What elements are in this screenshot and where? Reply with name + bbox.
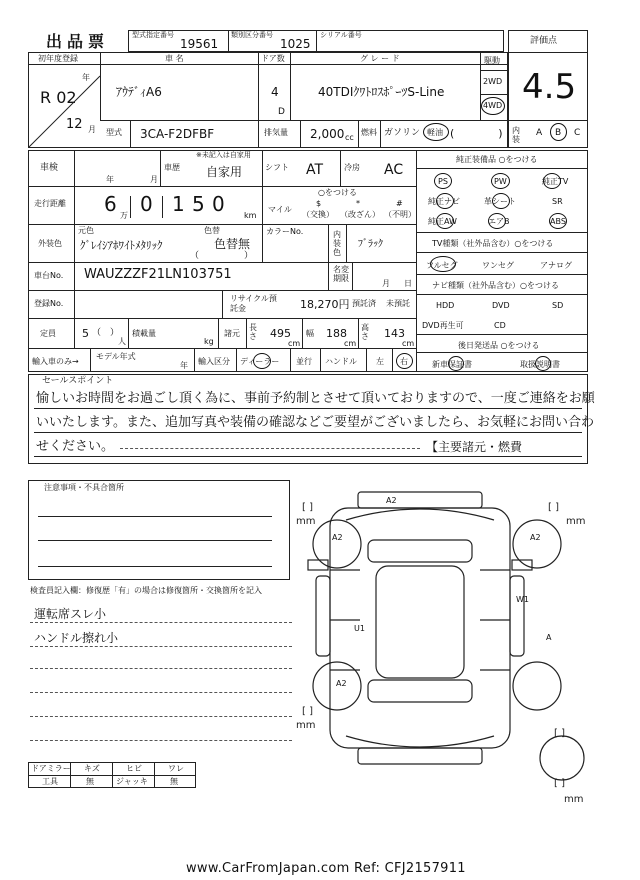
- usage-history: 自家用: [206, 165, 243, 179]
- interior-color: ﾌﾞﾗｯｸ: [358, 239, 383, 250]
- form-no: 19561: [180, 37, 219, 51]
- car-damage-diagram: [290, 480, 600, 810]
- width: 188: [326, 327, 347, 340]
- drive-2wd: 2WD: [483, 77, 503, 86]
- svg-text:mm: mm: [296, 516, 316, 527]
- svg-text:A2: A2: [386, 496, 397, 505]
- svg-text:A2: A2: [332, 533, 343, 542]
- shift: AT: [306, 162, 324, 178]
- sales-line-1: 愉しいお時間をお過ごし頂く為に、事前予約制とさせて頂いておりますので、一度ご連絡をお願: [36, 391, 595, 406]
- notes-box: [28, 480, 290, 580]
- svg-text:A: A: [546, 633, 552, 642]
- score-value: 4.5: [522, 67, 577, 107]
- exterior-color: ｸﾞﾚｲｼｱﾎﾜｲﾄﾒﾀﾘｯｸ: [80, 239, 163, 252]
- fuel-diesel-circle: [423, 123, 449, 141]
- car-name-label: 車 名: [165, 54, 184, 63]
- svg-text:A2: A2: [530, 533, 541, 542]
- capacity: 5: [82, 327, 89, 340]
- sales-line-3: せください。: [36, 439, 115, 454]
- svg-text:[ ]: [ ]: [554, 778, 565, 789]
- displacement: 2,000: [310, 127, 345, 141]
- dealer-circle: [253, 353, 271, 369]
- svg-text:A2: A2: [336, 679, 347, 688]
- mileage-digit-1: 6: [104, 192, 117, 216]
- svg-text:mm: mm: [564, 794, 584, 805]
- drive-4wd-circle: [481, 97, 505, 115]
- doors-label: ドア数: [261, 54, 285, 63]
- svg-text:mm: mm: [566, 516, 586, 527]
- svg-text:[ ]: [ ]: [554, 728, 565, 739]
- svg-text:U1: U1: [354, 624, 365, 633]
- sales-line-3-tail: 【主要諸元・燃費: [426, 440, 523, 454]
- note-line-1: 運転席スレ小: [34, 607, 107, 621]
- mileage-digit-5: 0: [212, 192, 225, 216]
- height: 143: [384, 327, 405, 340]
- sales-line-2: いいたします。また、追加写真や装備の確認などご要望がございましたら、お気軽にお問い合わ: [36, 415, 594, 430]
- mileage-digit-2: 0: [140, 192, 153, 216]
- car-name: ｱｳﾃﾞｨA6: [116, 85, 162, 99]
- model-code: 3CA-F2DFBF: [140, 127, 215, 141]
- grade-label: グ レ ー ド: [360, 54, 400, 63]
- class-no-label: 類別区分番号: [231, 31, 273, 39]
- score-label: 評価点: [530, 36, 558, 46]
- drive-4wd: 4WD: [483, 101, 503, 110]
- right-hand-circle: [396, 353, 413, 369]
- svg-text:W1: W1: [516, 595, 529, 604]
- grade: 40TDIｸﾜﾄﾛｽﾎﾟｰﾂS-Line: [318, 85, 445, 99]
- interior-b-circle: [550, 123, 567, 141]
- repaint: 色替無: [214, 237, 251, 251]
- inspector-note-label: 検査員記入欄：修復歴「有」の場合は修復箇所・交換箇所を記入: [30, 586, 262, 595]
- fuel-gasoline: ガソリン: [384, 128, 421, 138]
- footer-watermark: www.CarFromJapan.com Ref: CFJ2157911: [186, 861, 466, 876]
- air-conditioning: AC: [384, 162, 404, 178]
- class-no: 1025: [280, 37, 311, 51]
- mileage-digit-4: 5: [192, 192, 205, 216]
- doors: 4: [271, 85, 279, 99]
- sheet-title: 出品票: [46, 32, 110, 51]
- first-reg-year: R 02: [40, 88, 77, 107]
- svg-text:[ ]: [ ]: [302, 502, 313, 513]
- length: 495: [270, 327, 291, 340]
- svg-text:[ ]: [ ]: [302, 706, 313, 717]
- recycle-fee: 18,270円: [300, 298, 350, 311]
- svg-text:mm: mm: [296, 720, 316, 731]
- year-label: 初年度登録: [38, 54, 78, 63]
- vin: WAUZZZF21LN103751: [84, 267, 232, 282]
- note-line-2: ハンドル擦れ小: [34, 631, 119, 645]
- first-reg-month: 12: [66, 117, 83, 132]
- form-no-label: 型式指定番号: [132, 31, 174, 39]
- fuel-diesel: 軽油: [427, 128, 443, 137]
- svg-text:[ ]: [ ]: [548, 502, 559, 513]
- sales-points-label: セールスポイント: [42, 376, 114, 386]
- mileage-digit-3: 1: [172, 192, 185, 216]
- serial-label: シリアル番号: [320, 31, 362, 39]
